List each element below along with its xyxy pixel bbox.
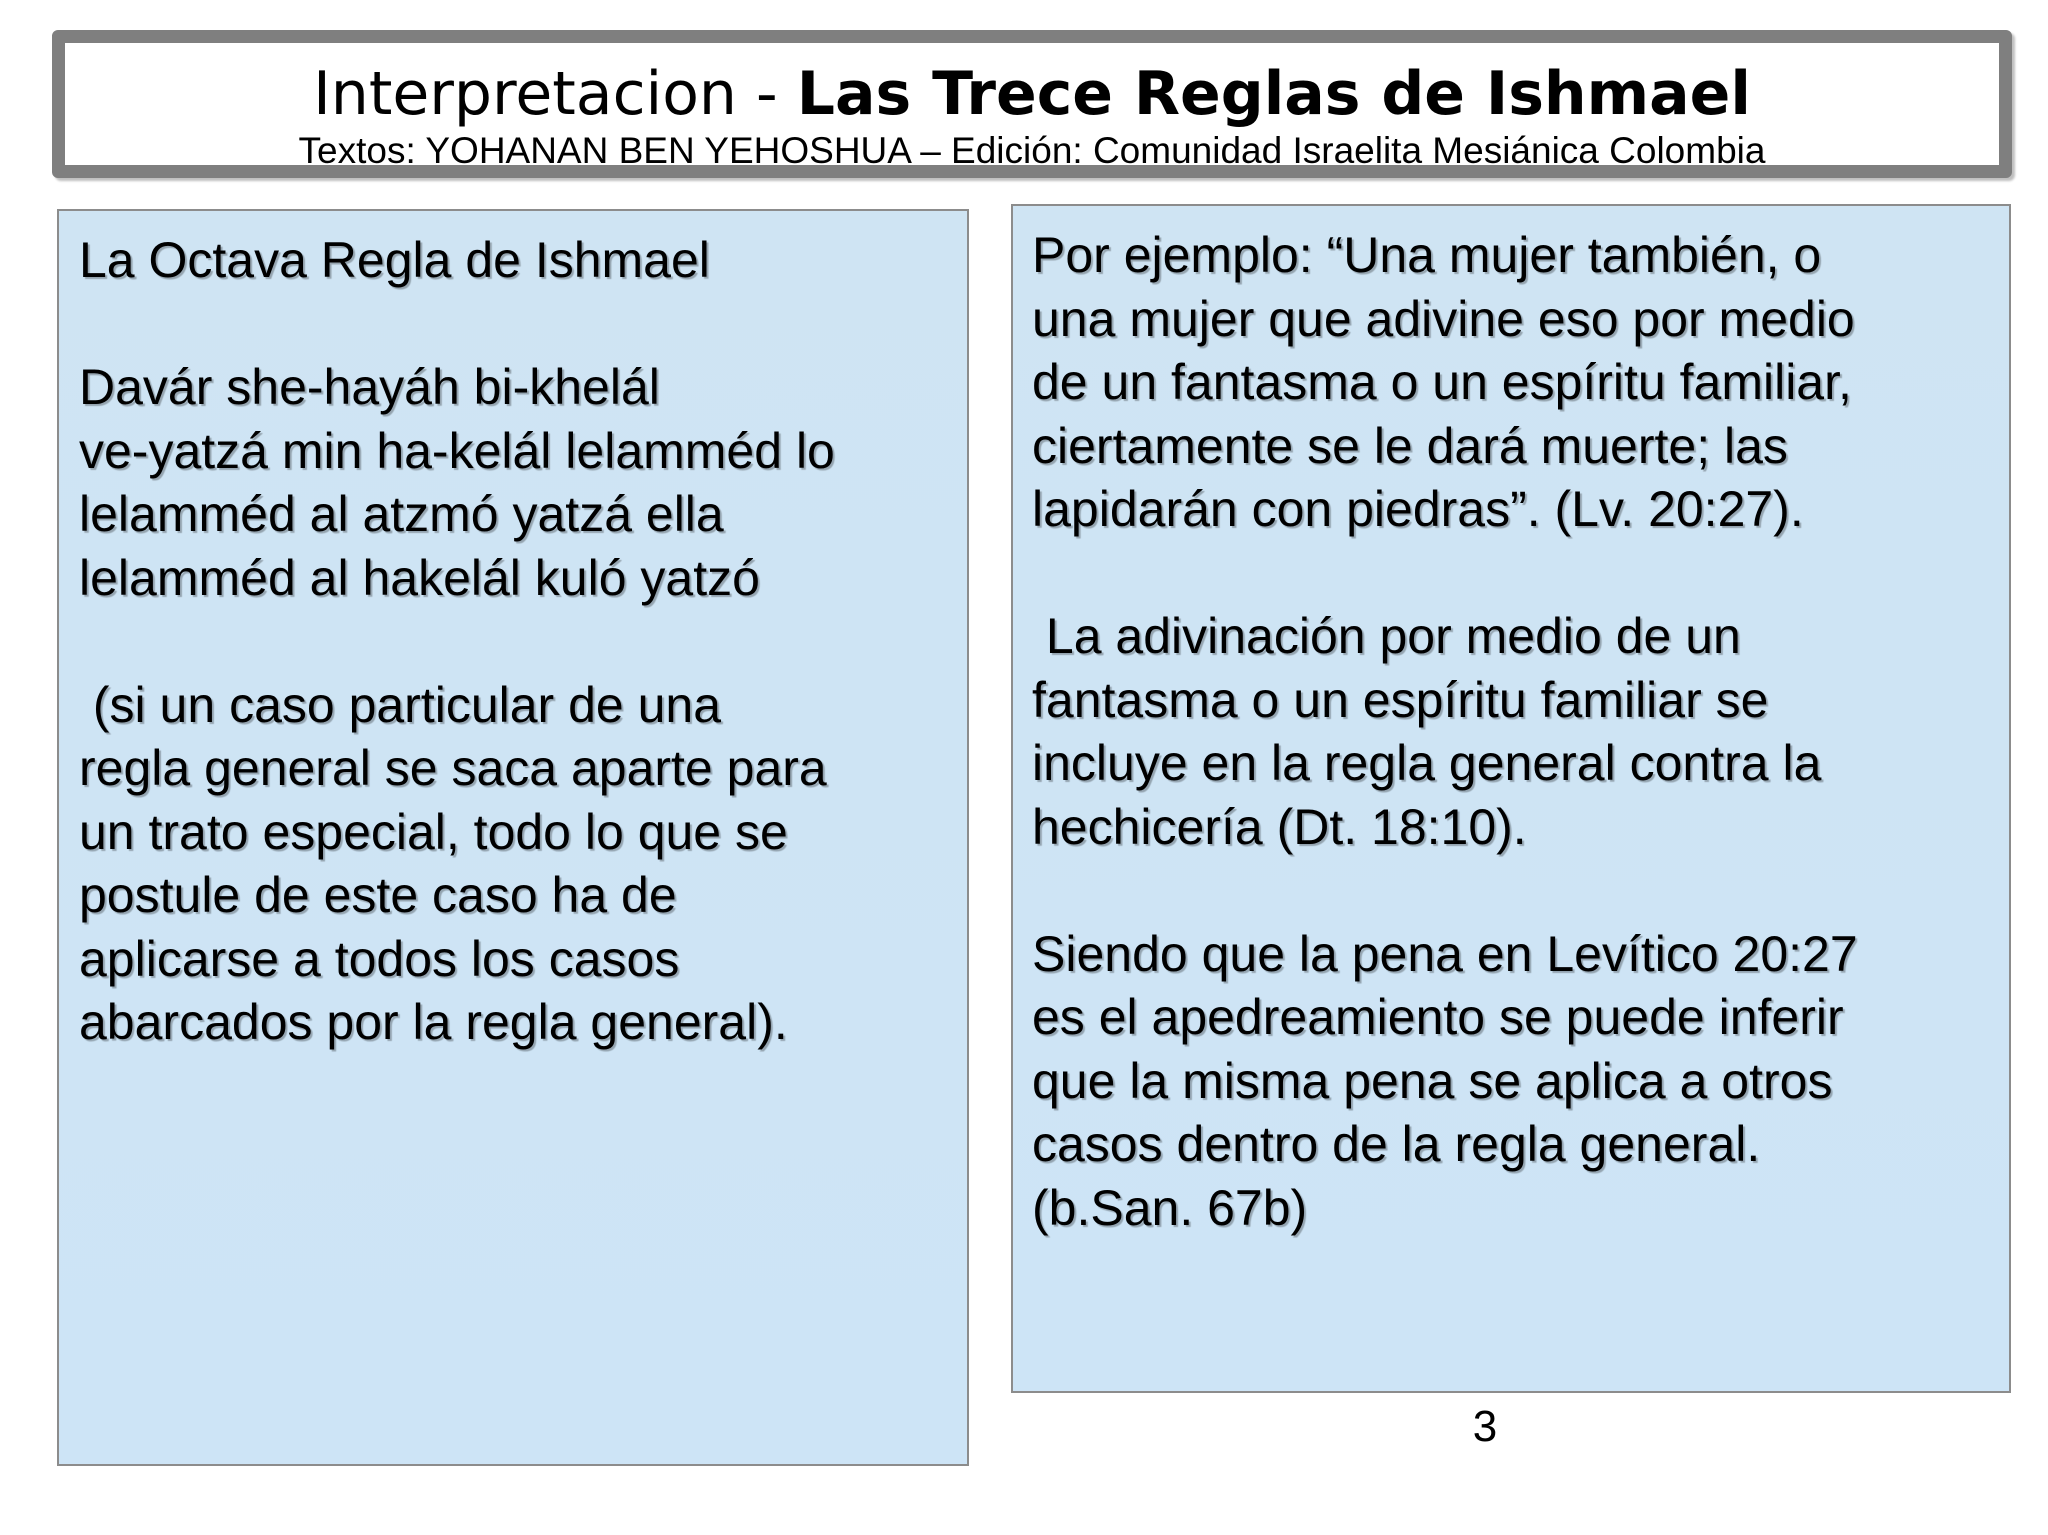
- paragraph-spacer: [79, 610, 957, 674]
- conclusion-text: Siendo que la pena en Levítico 20:27 es el apedreamiento se puede inferir que la misma pena se aplica a otros casos dentro de la regla general. (b.San. 67b): [1032, 925, 1858, 1236]
- page-number: 3: [1472, 1402, 1498, 1451]
- title-main: Las Trece Reglas de Ishmael: [796, 59, 1751, 129]
- example-text: Por ejemplo: “Una mujer también, o una mujer que adivine eso por medio de un fantasma o un espíritu familiar, ciertamente se le dará muerte; las lapidarán con piedras”. (Lv. 20:27).: [1032, 227, 1855, 537]
- paragraph-spacer: [1032, 859, 2001, 923]
- page-title: [65, 59, 1999, 129]
- right-text-panel: [1011, 204, 2011, 1393]
- paragraph-spacer: [79, 293, 957, 357]
- rule-explanation: (si un caso particular de una regla general se saca aparte para un trato especial, todo lo que se postule de este caso ha de aplicarse a todos los casos abarcados por la regla general).: [79, 676, 827, 1050]
- title-prefix: Interpretacion -: [313, 59, 797, 129]
- left-text-panel: [57, 209, 969, 1466]
- paragraph-spacer: [1032, 542, 2001, 606]
- page-subtitle: Textos: YOHANAN BEN YEHOSHUA – Edición: Comunidad Israelita Mesiánica Colombia: [298, 130, 1766, 171]
- header-banner: [52, 30, 2012, 178]
- rule-heading: La Octava Regla de Ishmael: [79, 232, 710, 288]
- divination-text: La adivinación por medio de un fantasma o un espíritu familiar se incluye en la regla general contra la hechicería (Dt. 18:10).: [1032, 608, 1822, 855]
- hebrew-rule-text: Davár she-hayáh bi-khelál ve-yatzá min ha-kelál lelamméd lo lelamméd al atzmó yatzá ella lelamméd al hakelál kuló yatzó: [79, 359, 835, 606]
